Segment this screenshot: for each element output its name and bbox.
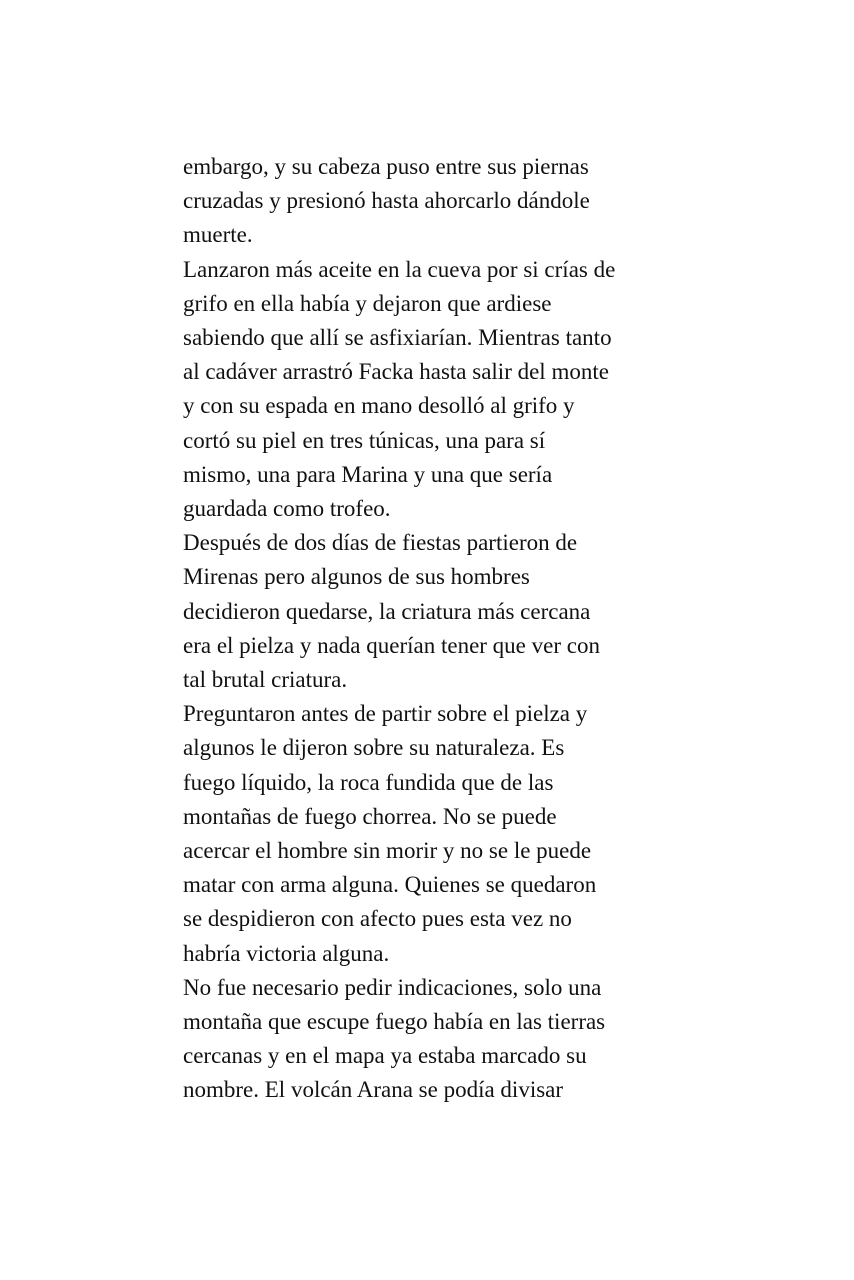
text-line: muerte. — [183, 222, 253, 248]
text-line: cruzadas y presionó hasta ahorcarlo dándole — [183, 188, 590, 214]
text-line: cortó su piel en tres túnicas, una para sí — [183, 427, 546, 453]
text-line: Después de dos días de fiestas partieron de — [183, 530, 578, 556]
text-line: montaña que escupe fuego había en las tierras — [183, 1009, 606, 1035]
text-line: mismo, una para Marina y una que sería — [183, 461, 553, 487]
text-line: nombre. El volcán Arana se podía divisar — [183, 1077, 564, 1103]
text-line: se despidieron con afecto pues esta vez no — [183, 906, 572, 932]
text-line: tal brutal criatura. — [183, 667, 348, 693]
text-line: Preguntaron antes de partir sobre el pielza y — [183, 701, 588, 727]
text-line: decidieron quedarse, la criatura más cercana — [183, 598, 591, 624]
text-line: Mirenas pero algunos de sus hombres — [183, 564, 530, 590]
body-text — [183, 150, 683, 1108]
text-line: montañas de fuego chorrea. No se puede — [183, 803, 557, 829]
text-line: era el pielza y nada querían tener que ver con — [183, 632, 600, 658]
text-line: grifo en ella había y dejaron que ardiese — [183, 290, 552, 316]
text-line: y con su espada en mano desolló al grifo y — [183, 393, 575, 419]
text-line: guardada como trofeo. — [183, 496, 391, 522]
text-line: embargo, y su cabeza puso entre sus piernas — [183, 154, 589, 179]
text-line: habría victoria alguna. — [183, 940, 390, 966]
text-line: algunos le dijeron sobre su naturaleza. Es — [183, 735, 565, 761]
text-line: acercar el hombre sin morir y no se le puede — [183, 838, 592, 864]
text-line: fuego líquido, la roca fundida que de las — [183, 769, 554, 795]
text-line: matar con arma alguna. Quienes se quedaron — [183, 872, 597, 898]
text-line: Lanzaron más aceite en la cueva por si crías de — [183, 256, 616, 282]
text-line: al cadáver arrastró Facka hasta salir del monte — [183, 359, 609, 385]
text-line: cercanas y en el mapa ya estaba marcado su — [183, 1043, 587, 1069]
text-line: No fue necesario pedir indicaciones, solo una — [183, 974, 602, 1000]
text-line: sabiendo que allí se asfixiarían. Mientras tanto — [183, 325, 612, 351]
